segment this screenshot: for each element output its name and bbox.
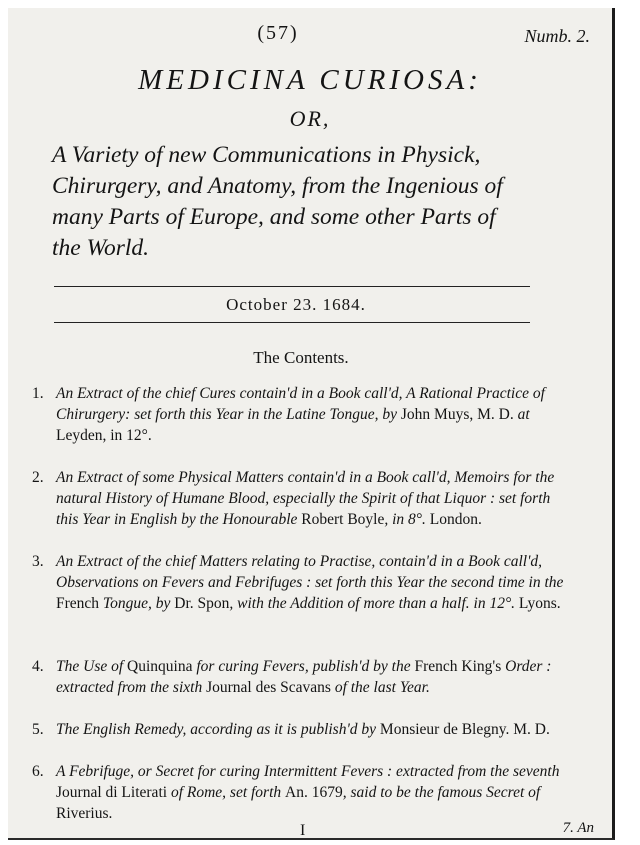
contents-item	[32, 656, 572, 698]
catchword: 7. An	[562, 820, 594, 836]
issue-number: Numb. 2.	[524, 26, 590, 46]
page-number: (57)	[257, 22, 299, 44]
item-number: 6.	[32, 763, 44, 780]
contents-item	[32, 551, 572, 615]
item-text: An Extract of some Physical Matters contain'd in a Book call'd, Memoirs for the natural History of Humane Blood, especially the Spirit of that Liquor : set forth this Year in English by the Honourable Robert Boyle, in 8°. London.	[56, 469, 555, 529]
bottom-rule	[54, 322, 530, 323]
item-text: An Extract of the chief Cures contain'd in a Book call'd, A Rational Practice of Chirurgery: set forth this Year in the Latine Tongue, by John Muys, M. D. at Leyden, in 12°.	[56, 385, 545, 445]
title-conjunction: OR,	[289, 106, 331, 131]
contents-item	[32, 719, 572, 740]
item-number: 5.	[32, 721, 44, 738]
item-text: A Febrifuge, or Secret for curing Intermittent Fevers : extracted from the seventh Journal di Literati of Rome, set forth An. 1679, said to be the famous Secret of Riverius.	[56, 763, 560, 823]
contents-heading: The Contents.	[253, 348, 349, 367]
item-text: The Use of Quinquina for curing Fevers, publish'd by the French King's Order : extracted from the sixth Journal des Scavans of the last Year.	[56, 658, 552, 697]
item-text: The English Remedy, according as it is publish'd by Monsieur de Blegny. M. D.	[56, 721, 550, 738]
contents-item	[32, 761, 572, 825]
journal-subtitle: A Variety of new Communications in Physick, Chirurgery, and Anatomy, from the Ingenious of many Parts of Europe, and some other Parts of the World.	[52, 142, 503, 261]
journal-title: MEDICINA CURIOSA:	[138, 64, 482, 96]
contents-item	[32, 383, 572, 447]
item-number: 4.	[32, 658, 44, 675]
item-number: 1.	[32, 385, 44, 402]
item-number: 3.	[32, 553, 44, 570]
journal-page	[8, 8, 615, 840]
item-number: 2.	[32, 469, 44, 486]
contents-item	[32, 467, 572, 531]
issue-date: October 23. 1684.	[226, 295, 366, 314]
top-rule	[54, 286, 530, 287]
signature-mark: I	[300, 822, 306, 839]
item-text: An Extract of the chief Matters relating to Practise, contain'd in a Book call'd, Observations on Fevers and Febrifuges : set forth this Year the second time in the French Tongue, by Dr. Spon, with the Addition of more than a half. in 12°. Lyons.	[56, 553, 564, 613]
